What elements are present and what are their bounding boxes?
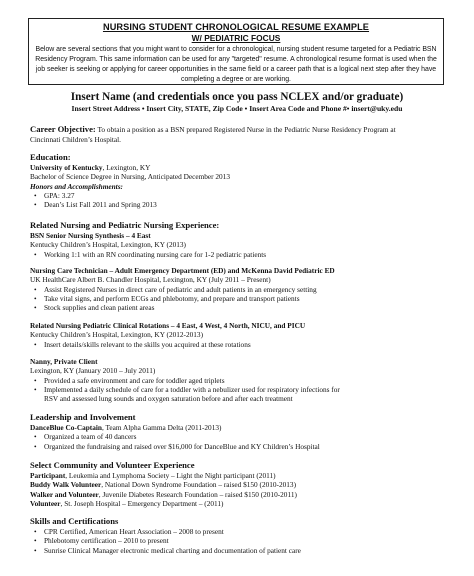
intro-line: Below are several sections that you might want to consider for a chronological, nursing student resume targeted for a Pediatric BSN [35, 46, 437, 53]
skills-heading: Skills and Certifications [30, 516, 119, 526]
job-nanny [30, 357, 450, 403]
job-bullet: • Working 1:1 with an RN coordinating nursing care for 1-2 pediatric patients [30, 250, 450, 259]
community-role: Participant [30, 471, 66, 480]
job-bullet: • Take vital signs, and perform ECGs and phlebotomy, and prepare and transport patients [30, 294, 450, 303]
job-bullet-text: RSV and assessed lung sounds and oxygen saturation before and after each treatment [44, 394, 293, 404]
job-bullet: • Stock supplies and clean patient areas [30, 303, 450, 312]
school-name: University of Kentucky [30, 163, 103, 172]
job-nct [30, 266, 450, 312]
job-title: Related Nursing Pediatric Clinical Rotations – 4 East, 4 West, 4 North, NICU, and PICU [30, 321, 306, 330]
objective-label: Career Objective: [30, 124, 96, 134]
honors-item: • Dean’s List Fall 2011 and Spring 2013 [30, 200, 450, 209]
community-detail: , Leukemia and Lymphoma Society – Light the Night participant (2011) [65, 471, 276, 480]
community-role: Buddy Walk Volunteer [30, 480, 102, 490]
job-bullet: • Implemented a daily schedule of care for a toddler with a nebulizer used for respiratory infections for [30, 385, 450, 394]
intro-subtitle: W/ PEDIATRIC FOCUS [191, 33, 281, 43]
job-bullet: • Provided a safe environment and care for toddler aged triplets [30, 376, 450, 385]
leadership-heading: Leadership and Involvement [30, 412, 136, 422]
honors-item: • GPA: 3.27 [30, 191, 450, 200]
skills-section [30, 516, 450, 555]
leadership-role: DanceBlue Co-Captain [30, 423, 102, 432]
experience-section [30, 220, 450, 259]
job-bullet: • Insert details/skills relevant to the skills you acquired at these rotations [30, 340, 450, 349]
community-heading: Select Community and Volunteer Experience [30, 460, 195, 470]
intro-line: completing a degree or are working. [181, 76, 291, 83]
education-heading: Education: [30, 152, 71, 162]
job-org: Kentucky Children’s Hospital, Lexington, KY (2013) [30, 240, 186, 250]
community-detail: , St. Joseph Hospital – Emergency Department – (2011) [60, 498, 224, 508]
community-role: Walker and Volunteer [30, 489, 99, 499]
experience-heading: Related Nursing and Pediatric Nursing Experience: [30, 220, 220, 230]
job-org: UK HealthCare Albert B. Chandler Hospital, Lexington, KY (July 2011 – Present) [30, 275, 271, 285]
community-detail: , Juvenile Diabetes Research Foundation – raised $150 (2010-2011) [98, 489, 297, 499]
school-location: , Lexington, KY [102, 163, 151, 172]
degree: Bachelor of Science Degree in Nursing, Anticipated December 2013 [30, 172, 230, 182]
leadership-bullet: • Organized the fundraising and raised over $16,000 for DanceBlue and KY Children’s Hospital [30, 442, 450, 451]
community-section [30, 460, 450, 508]
job-title: BSN Senior Nursing Synthesis – 4 East [30, 231, 151, 240]
skills-bullet: • Sunrise Clinical Manager electronic medical charting and documentation of patient care [30, 546, 450, 555]
honors-label: Honors and Accomplishments: [30, 181, 123, 191]
leadership-section [30, 412, 450, 451]
job-title: Nursing Care Technician – Adult Emergency Department (ED) and McKenna David Pediatric ED [30, 266, 335, 275]
objective-text: To obtain a position as a BSN prepared Registered Nurse in the Pediatric Nurse Residency Program at [95, 125, 396, 134]
job-bullet: • Assist Registered Nurses in direct care of pediatric and adult patients in an emergency setting [30, 285, 450, 294]
candidate-name: Insert Name (and credentials once you pass NCLEX and/or graduate) [70, 91, 404, 103]
skills-bullet: • CPR Certified, American Heart Association – 2008 to present [30, 527, 450, 536]
intro-line: Residency Program. This same information can be used for any "targeted" resume. A chronological resume format is used when the [35, 56, 437, 63]
community-role: Volunteer [30, 498, 61, 508]
leadership-role-detail: , Team Alpha Gamma Delta (2011-2013) [101, 423, 222, 432]
job-bullet-continued [30, 394, 450, 403]
skills-bullet: • Phlebotomy certification – 2010 to present [30, 536, 450, 545]
leadership-bullet: • Organized a team of 40 dancers [30, 432, 450, 441]
job-title: Nanny, Private Client [30, 357, 98, 366]
community-detail: , National Down Syndrome Foundation – raised $150 (2010-2013) [101, 480, 297, 490]
job-org: Kentucky Children’s Hospital, Lexington, KY (2012-2013) [30, 330, 204, 340]
objective-section [30, 124, 450, 144]
job-clinical [30, 321, 450, 349]
objective-text-2: Cincinnati Children’s Hospital. [30, 135, 122, 144]
intro-box [28, 18, 444, 85]
contact-line: Insert Street Address • Insert City, STATE, Zip Code • Insert Area Code and Phone #• insert@uky.edu [71, 104, 403, 113]
intro-title: NURSING STUDENT CHRONOLOGICAL RESUME EXAMPLE [102, 22, 370, 32]
intro-line: job seeker is seeking or applying for career opportunities in the same field or a career path that is a logical next step after they have [35, 66, 437, 73]
education-section [30, 152, 450, 209]
job-org: Lexington, KY (January 2010 – July 2011) [30, 366, 156, 376]
intro-body [35, 45, 437, 85]
